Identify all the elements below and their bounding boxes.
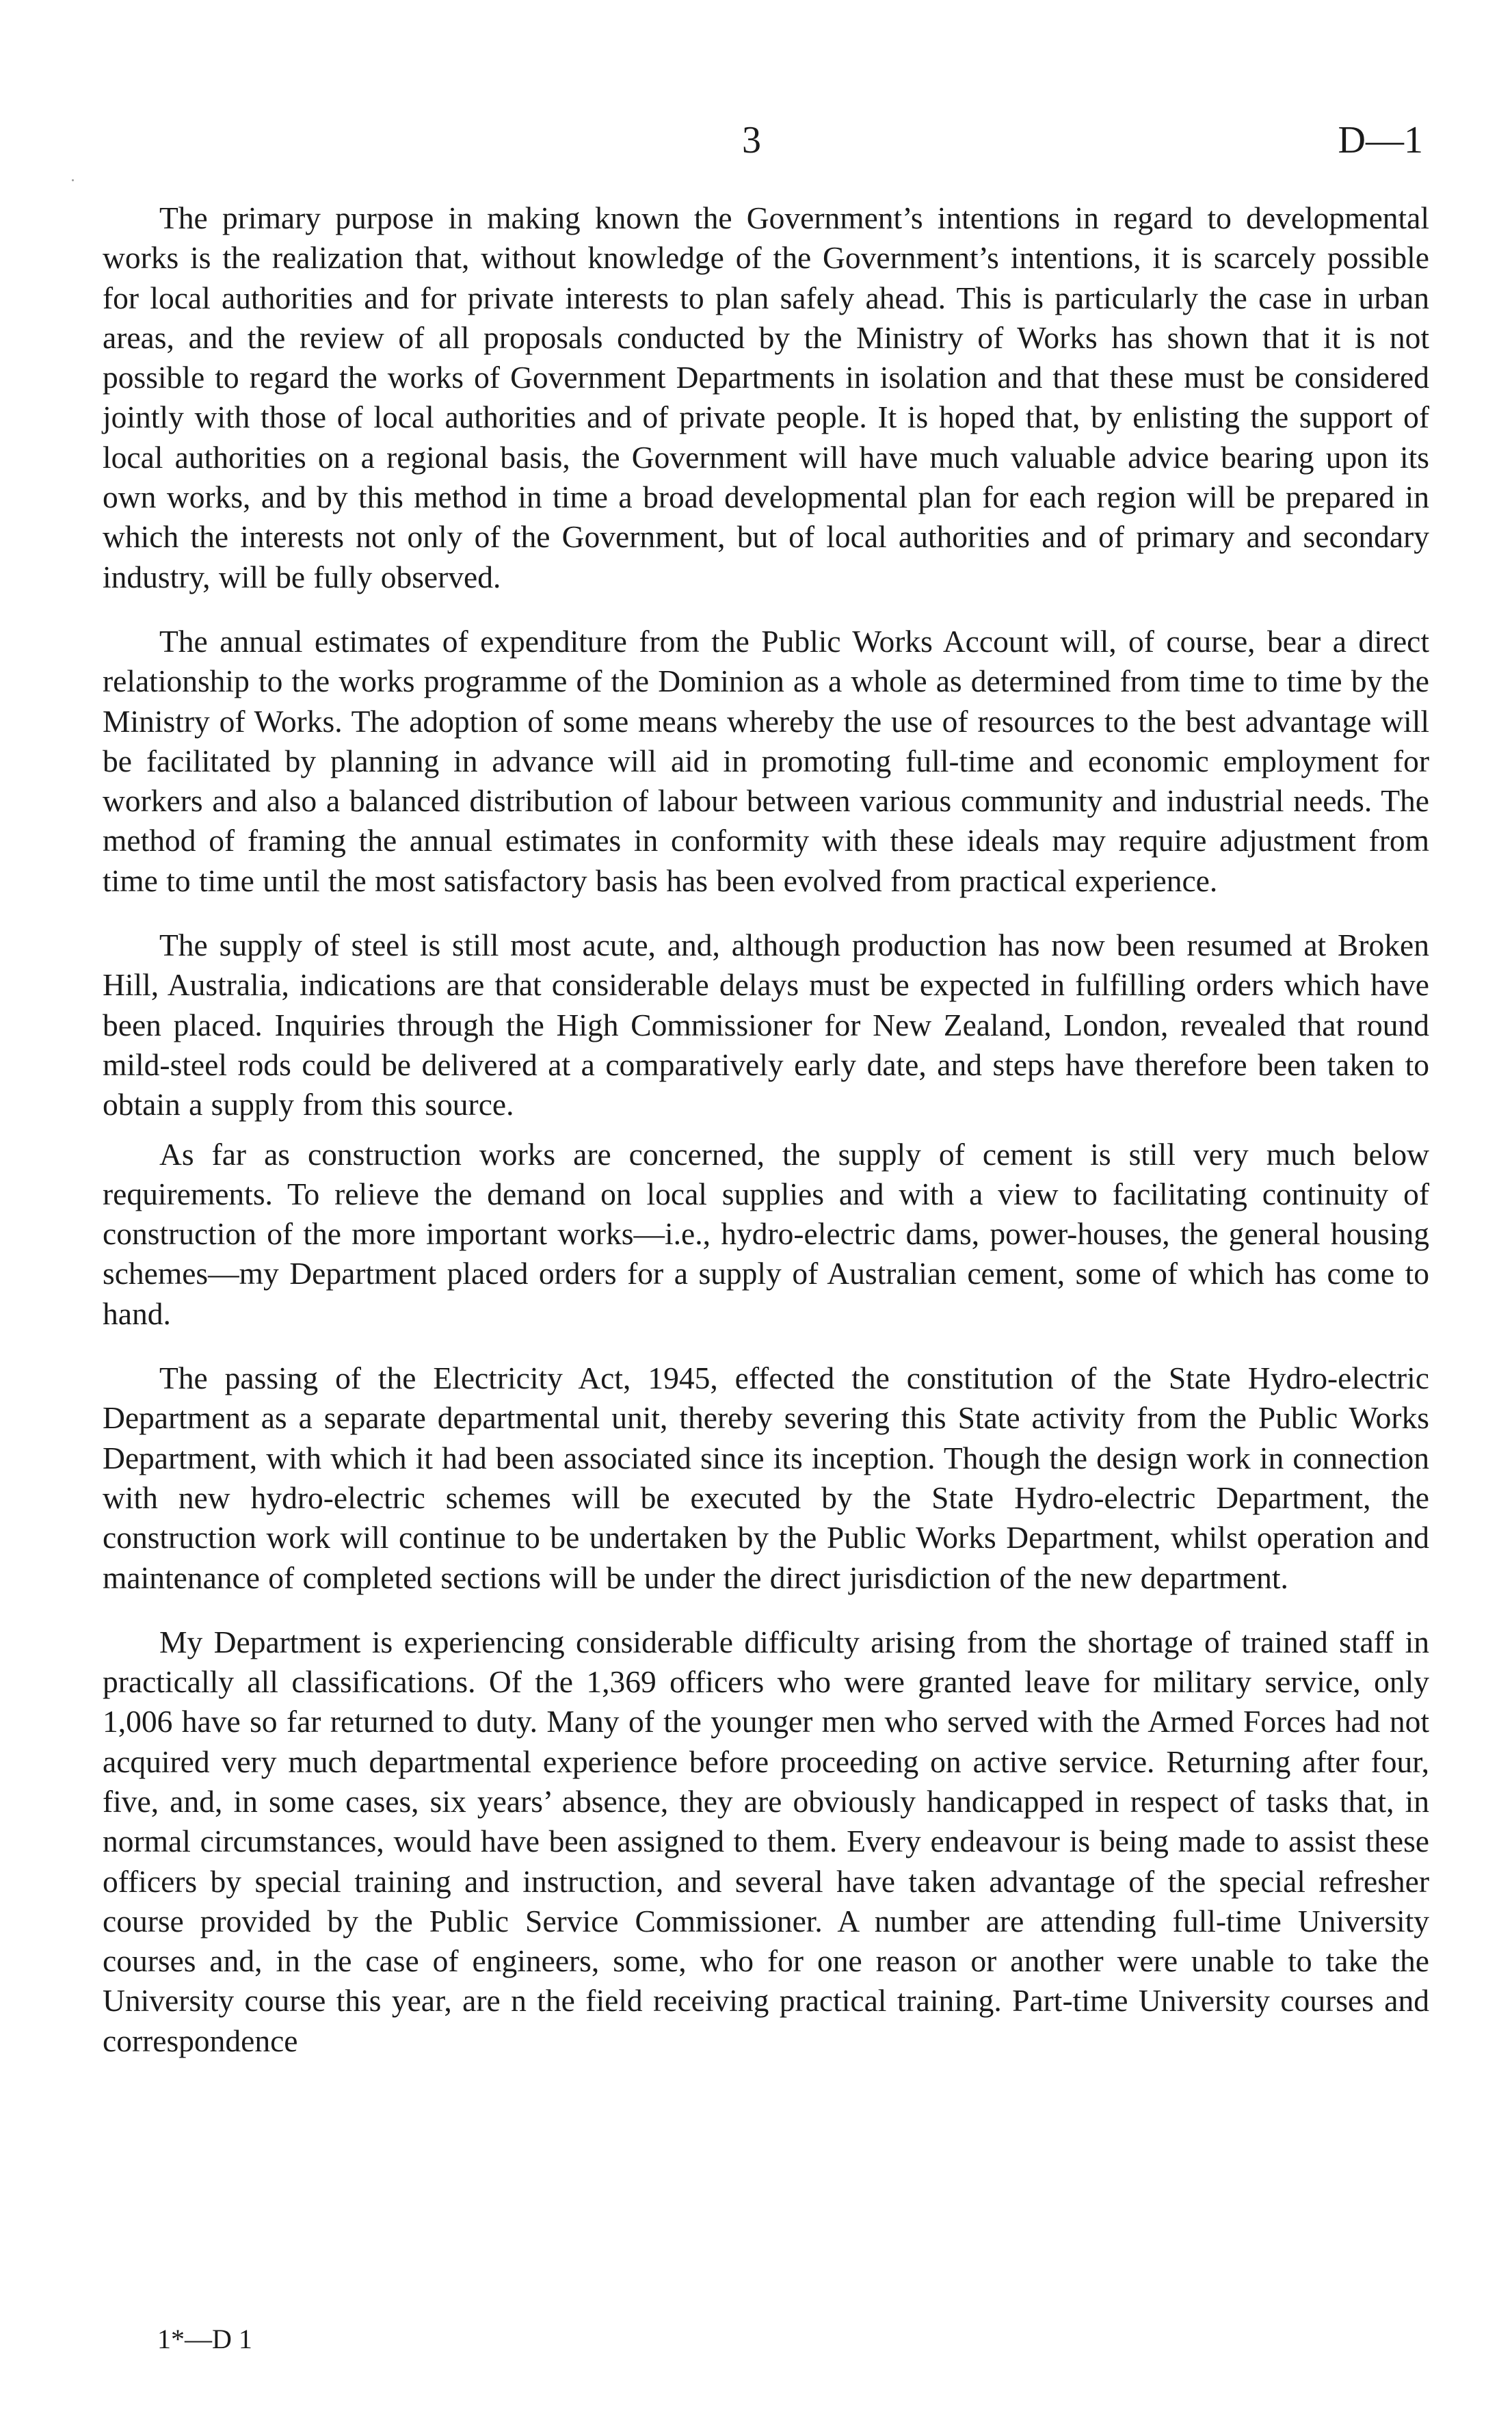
body-text xyxy=(103,198,1429,2086)
page-header xyxy=(0,116,1512,171)
paragraph-electricity-act: The passing of the Electricity Act, 1945, effected the constitution of the State Hydro-electric Department as a separate departmental unit, thereby severing this State activity from the Public Works Department, with which it had been associated since its inception. Though the design work in connection with new hydro-electric schemes will be executed by the State Hydro-electric Department, the construction work will continue to be undertaken by the Public Works Department, whilst operation and maintenance of completed sections will be under the direct jurisdiction of the new department. xyxy=(103,1361,1429,1595)
paragraph-cement-supply: As far as construction works are concerned, the supply of cement is still very much below requirements. To relieve the demand on local supplies and with a view to facilitating continuity of construction of the more important works—i.e., hydro-electric dams, power-houses, the general housing schemes—my Department placed orders for a supply of Australian cement, some of which has come to hand. xyxy=(103,1136,1429,1331)
scan-speck xyxy=(72,179,74,181)
document-code: D—1 xyxy=(1338,119,1423,161)
paragraph-staff-shortage: My Department is experiencing considerable difficulty arising from the shortage of trained staff in practically all classifications. Of the 1,369 officers who were granted leave for military service, only 1,006 have so far returned to duty. Many of the younger men who served with the Armed Forces had not acquired very much departmental experience before proceeding on active service. Returning after four, five, and, in some cases, six years’ absence, they are obviously handicapped in respect of tasks that, in normal circumstances, would have been assigned to them. Every endeavour is being made to assist these officers by special training and instruction, and several have taken advantage of the special refresher course provided by the Public Service Commissioner. A number are attending full-time University courses and, in the case of engineers, some, who for one reason or another were unable to take the University course this year, are n the field receiving practical training. Part-time University courses and correspondence xyxy=(103,1624,1429,2058)
paragraph-government-intentions: The primary purpose in making known the Government’s intentions in regard to developmental works is the realization that, without knowledge of the Government’s intentions, it is scarcely possible for local authorities and for private interests to plan safely ahead. This is particularly the case in urban areas, and the review of all proposals conducted by the Ministry of Works has shown that it is not possible to regard the works of Government Departments in isolation and that these must be considered jointly with those of local authorities and of private people. It is hoped that, by enlisting the support of local authorities on a regional basis, the Government will have much valuable advice bearing upon its own works, and by this method in time a broad developmental plan for each region will be prepared in which the interests not only of the Government, but of local authorities and of primary and secondary industry, will be fully observed. xyxy=(103,200,1429,594)
paragraph-annual-estimates: The annual estimates of expenditure from the Public Works Account will, of course, bear a direct relationship to the works programme of the Dominion as a whole as determined from time to time by the Ministry of Works. The adoption of some means whereby the use of resources to the best advantage will be facilitated by planning in advance will aid in promoting full-time and economic employment for workers and also a balanced distribution of labour between various community and industrial needs. The method of framing the annual estimates in conformity with these ideals may require adjustment from time to time until the most satisfactory basis has been evolved from practical experience. xyxy=(103,623,1429,898)
signature-mark: 1*—D 1 xyxy=(157,2324,252,2354)
page-number: 3 xyxy=(742,119,761,161)
paragraph-steel-supply: The supply of steel is still most acute, and, although production has now been resumed at Broken Hill, Australia, indications are that considerable delays must be expected in fulfilling orders which have been placed. Inquiries through the High Commissioner for New Zealand, London, revealed that round mild-steel rods could be delivered at a comparatively early date, and steps have therefore been taken to obtain a supply from this source. xyxy=(103,928,1429,1122)
